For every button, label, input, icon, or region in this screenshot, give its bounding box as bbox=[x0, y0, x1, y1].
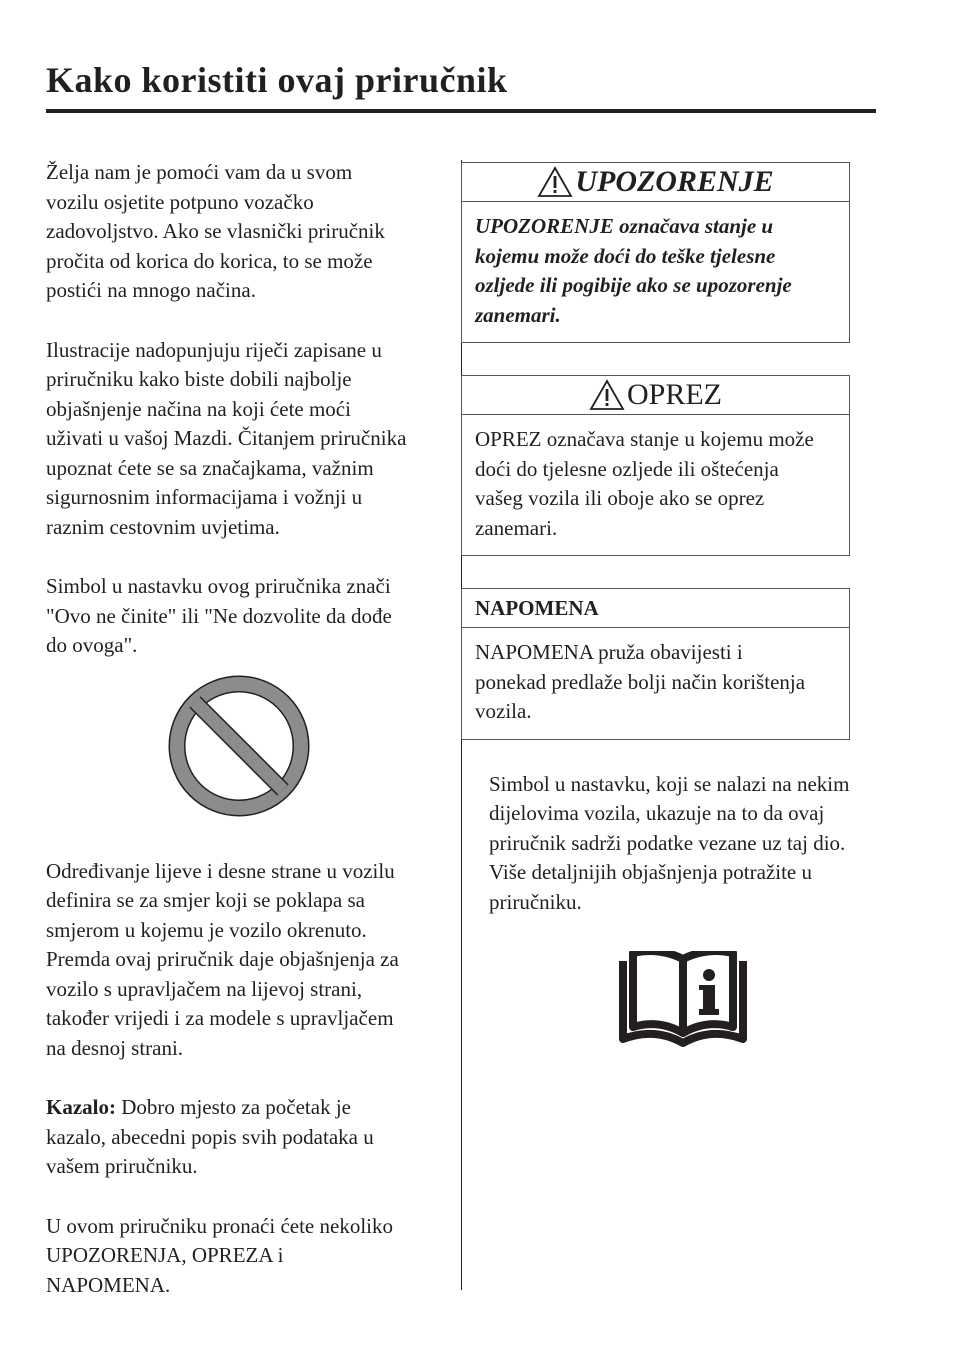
symbol-paragraph: Simbol u nastavku ovog priručnika znači "Ovo ne činite" ili "Ne dozvolite da dođe do ovoga". bbox=[46, 574, 392, 657]
manual-info-symbol bbox=[489, 951, 876, 1061]
manual-info-icon bbox=[615, 951, 751, 1051]
note-box bbox=[461, 588, 850, 740]
page-title: Kako koristiti ovaj priručnik bbox=[46, 60, 508, 100]
index-paragraph bbox=[46, 1093, 446, 1182]
note-box-body: NAPOMENA pruža obavijesti i ponekad predlaže bolji način korištenja vozila. bbox=[475, 640, 806, 723]
right-column bbox=[475, 158, 876, 1061]
caution-box-body: OPREZ označava stanje u kojemu može doći do tjelesne ozljede ili oštećenja vašeg vozila ili oboje ako se oprez zanemari. bbox=[475, 427, 814, 540]
warning-box-body: UPOZORENJE označava stanje u kojemu može doći do teške tjelesne ozljede ili pogibije ako se upozorenje zanemari. bbox=[475, 214, 792, 327]
prohibition-symbol bbox=[46, 671, 446, 821]
prohibition-icon bbox=[164, 671, 314, 821]
illustrations-paragraph: Ilustracije nadopunjuju riječi zapisane u priručniku kako biste dobili najbolje objašnjenje načina na koji ćete moći uživati u vašoj Mazdi. Čitanjem priručnika upoznat ćete se sa značajkama, važnim sigurnosnim informacijama i vožnji u raznim cestovnim uvjetima. bbox=[46, 337, 407, 539]
warning-box-title: UPOZORENJE bbox=[575, 165, 774, 198]
warning-box-header bbox=[462, 163, 849, 202]
left-right-paragraph: Određivanje lijeve i desne strane u vozilu definira se za smjer koji se poklapa sa smjerom u kojemu je vozilo okrenuto. Premda ovaj priručnik daje objašnjenja za vozilo s upravljačem na lijevoj strani, također vrijedi i za modele s upravljačem na desnoj strani. bbox=[46, 858, 399, 1060]
notices-paragraph: U ovom priručniku pronaći ćete nekoliko UPOZORENJA, OPREZA i NAPOMENA. bbox=[46, 1213, 393, 1297]
intro-paragraph: Želja nam je pomoći vam da u svom vozilu osjetite potpuno vozačko zadovoljstvo. Ako se vlasnički priručnik pročita od korica do korica, to se može postići na mnogo načina. bbox=[46, 160, 385, 302]
note-box-title: NAPOMENA bbox=[475, 595, 599, 620]
left-column bbox=[46, 158, 446, 1330]
title-rule bbox=[46, 109, 876, 113]
caution-box-header bbox=[462, 376, 849, 415]
caution-box bbox=[461, 375, 850, 556]
vehicle-symbol-paragraph: Simbol u nastavku, koji se nalazi na nekim dijelovima vozila, ukazuje na to da ovaj priručnik sadrži podatke vezane uz taj dio. Više detaljnijih objašnjenja potražite u priručniku. bbox=[489, 771, 850, 914]
index-text: Dobro mjesto za početak je kazalo, abecedni popis svih podataka u vašem priručniku. bbox=[46, 1095, 374, 1178]
caution-box-title: OPREZ bbox=[626, 378, 722, 411]
warning-triangle-icon bbox=[589, 379, 625, 411]
index-label: Kazalo: bbox=[46, 1095, 116, 1119]
note-box-header bbox=[462, 589, 849, 628]
warning-triangle-icon bbox=[537, 166, 573, 198]
warning-box bbox=[461, 162, 850, 343]
